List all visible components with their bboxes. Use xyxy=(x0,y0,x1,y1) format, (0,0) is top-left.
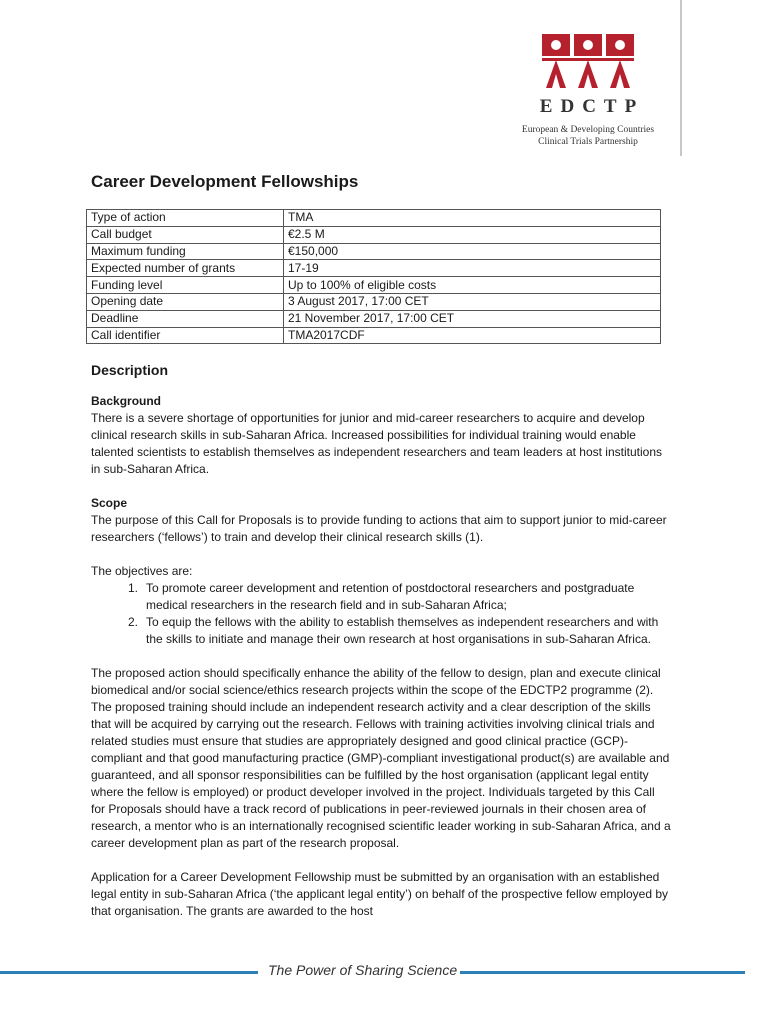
info-row xyxy=(87,310,661,327)
scope-text: The purpose of this Call for Proposals is to provide funding to actions that aim to support junior to mid-career researchers (‘fellows’) to train and develop their clinical research skills (1). xyxy=(91,513,667,544)
call-info-table xyxy=(86,209,661,344)
objective-item xyxy=(91,614,671,648)
footer xyxy=(0,962,770,982)
info-label: Expected number of grants xyxy=(87,260,284,277)
objective-number: 1. xyxy=(127,581,138,595)
edctp-emblem-icon xyxy=(540,32,636,90)
footer-line-left xyxy=(0,971,258,974)
info-label: Deadline xyxy=(87,310,284,327)
info-row xyxy=(87,243,661,260)
info-label: Opening date xyxy=(87,293,284,310)
info-label: Call budget xyxy=(87,226,284,243)
objective-item xyxy=(91,580,671,614)
info-value: 17-19 xyxy=(284,260,661,277)
info-label: Funding level xyxy=(87,277,284,294)
objective-text: To promote career development and retention of postdoctoral researchers and postgraduate medical researchers in the research field and in sub-Saharan Africa; xyxy=(146,581,635,612)
info-row xyxy=(87,210,661,227)
objective-text: To equip the fellows with the ability to establish themselves as independent researchers and with the skills to initiate and manage their own research at host organisations in sub-Saharan Africa. xyxy=(146,615,659,646)
objective-number: 2. xyxy=(127,615,138,629)
info-value: €2.5 M xyxy=(284,226,661,243)
info-value: 3 August 2017, 17:00 CET xyxy=(284,293,661,310)
info-row xyxy=(87,260,661,277)
header-divider xyxy=(680,0,682,156)
footer-line-right xyxy=(460,971,745,974)
info-value: TMA xyxy=(284,210,661,227)
action-text: The proposed action should specifically enhance the ability of the fellow to design, plan and execute clinical biomedical and/or social science/ethics research projects within the scope of the EDCTP2 programme (2). The proposed training should include an independent research activity and a clear description of the skills that will be acquired by carrying out the research. Fellows with training activities involving clinical trials and related studies must ensure that studies are appropriately designed and good clinical practice (GCP)-compliant and that good manufacturing practice (GMP)-compliant investigational product(s) are available and guaranteed, and all sponsor responsibilities can be fulfilled by the host organisation (applicant legal entity where the fellow is employed) or product developer involved in the project. Individuals targeted by this Call for Proposals should have a track record of publications in peer-reviewed journals in their chosen area of research, a mentor who is an internationally recognised scientific leader working in sub-Saharan Africa, and a career development plan as part of the research proposal. xyxy=(91,666,671,850)
tagline-line-1: European & Developing Countries xyxy=(521,125,655,135)
tagline-line-2: Clinical Trials Partnership xyxy=(538,137,638,147)
info-row xyxy=(87,327,661,344)
edctp-logo xyxy=(518,32,658,148)
info-value: TMA2017CDF xyxy=(284,327,661,344)
info-label: Call identifier xyxy=(87,327,284,344)
background-text: There is a severe shortage of opportunities for junior and mid-career researchers to acquire and develop clinical research skills in sub-Saharan Africa. Increased possibilities for individual training would enable talented scientists to establish themselves as independent researchers and team leaders at host institutions in sub-Saharan Africa. xyxy=(91,411,662,476)
info-label: Maximum funding xyxy=(87,243,284,260)
application-text: Application for a Career Development Fellowship must be submitted by an organisation with an established legal entity in sub-Saharan Africa (‘the applicant legal entity’) on behalf of the prospective fellow employed by that organisation. The grants are awarded to the host xyxy=(91,870,669,918)
info-value: €150,000 xyxy=(284,243,661,260)
scope-heading: Scope xyxy=(91,496,128,510)
footer-slogan: The Power of Sharing Science xyxy=(268,962,458,978)
objectives-list xyxy=(91,580,671,648)
info-value: 21 November 2017, 17:00 CET xyxy=(284,310,661,327)
background-heading: Background xyxy=(91,394,162,408)
objectives-intro: The objectives are: xyxy=(91,564,193,578)
info-row xyxy=(87,293,661,310)
info-value: Up to 100% of eligible costs xyxy=(284,277,661,294)
brand-tagline xyxy=(518,124,658,148)
description-section xyxy=(91,362,671,920)
info-row xyxy=(87,277,661,294)
page-title: Career Development Fellowships xyxy=(91,172,359,191)
info-row xyxy=(87,226,661,243)
info-label: Type of action xyxy=(87,210,284,227)
description-heading: Description xyxy=(91,362,169,378)
brand-name: EDCTP xyxy=(539,96,645,117)
